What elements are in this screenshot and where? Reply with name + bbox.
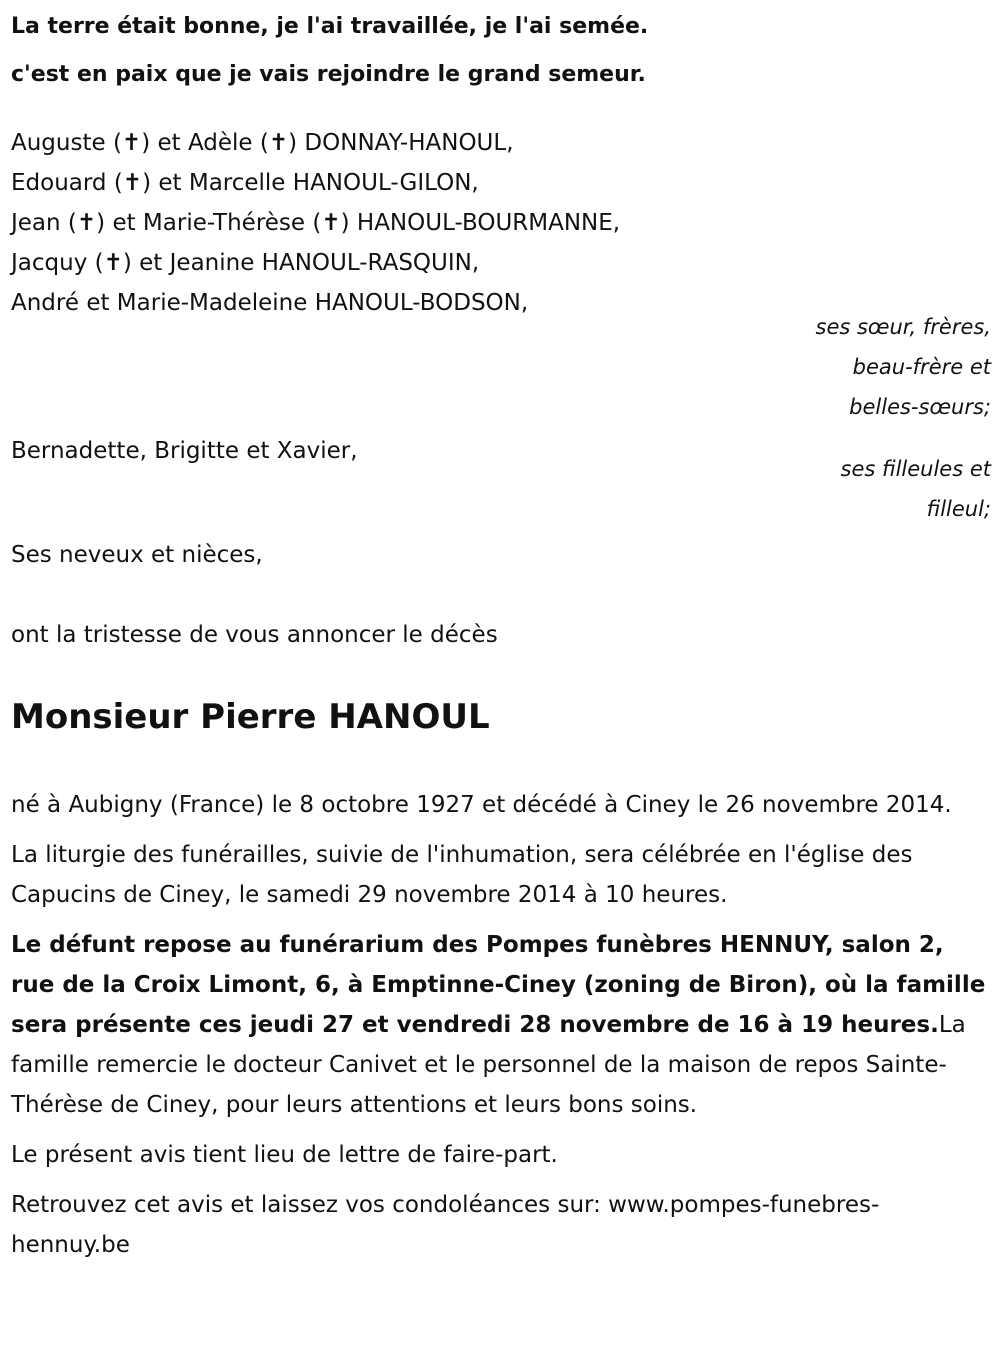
relation-siblings-line-2: beau-frère et xyxy=(852,355,991,379)
epigraph xyxy=(11,3,991,99)
liturgy-paragraph: La liturgie des funérailles, suivie de l'inhumation, sera célébrée en l'église des Capucins de Ciney, le samedi 29 novembre 2014 à 10 heures. xyxy=(11,842,913,908)
condolences-paragraph: Retrouvez cet avis et laissez vos condoléances sur: www.pompes-funebres-hennuy.be xyxy=(11,1192,880,1258)
epigraph-line-2: c'est en paix que je vais rejoindre le grand semeur. xyxy=(11,62,646,87)
relation-siblings xyxy=(11,307,991,427)
relation-siblings-line-1: ses sœur, frères, xyxy=(815,315,991,339)
family-line-5: André et Marie-Madeleine HANOUL-BODSON, xyxy=(11,290,529,316)
godchildren-names: Bernadette, Brigitte et Xavier, xyxy=(11,438,358,464)
obituary-page xyxy=(11,0,991,1275)
nephews-line: Ses neveux et nièces, xyxy=(11,542,263,568)
notice-paragraph: Le présent avis tient lieu de lettre de faire-part. xyxy=(11,1142,558,1168)
visitation-bold: Le défunt repose au funérarium des Pompes funèbres HENNUY, salon 2, rue de la Croix Limont, 6, à Emptinne-Ciney (zoning de Biron), où la famille sera présente ces jeudi 27 et vendredi 28 novembre de 16 à 19 heures. xyxy=(11,932,986,1038)
relation-godchildren xyxy=(691,449,991,529)
relation-godchildren-line-1: ses filleules et xyxy=(840,457,991,481)
details xyxy=(11,785,991,1265)
family-line-2: Edouard (✝) et Marcelle HANOUL-GILON, xyxy=(11,170,479,196)
family-list xyxy=(11,123,991,323)
deceased-name: Monsieur Pierre HANOUL xyxy=(11,697,490,737)
thanks-text: La famille remercie le docteur Canivet et le personnel de la maison de repos Sainte-Thérèse de Ciney, pour leurs attentions et leurs bons soins. xyxy=(11,1012,966,1118)
family-line-4: Jacquy (✝) et Jeanine HANOUL-RASQUIN, xyxy=(11,250,480,276)
birth-death-paragraph: né à Aubigny (France) le 8 octobre 1927 et décédé à Ciney le 26 novembre 2014. xyxy=(11,792,952,818)
visitation-paragraph xyxy=(11,925,991,1125)
announcement-line: ont la tristesse de vous annoncer le décès xyxy=(11,622,498,648)
family-line-3: Jean (✝) et Marie-Thérèse (✝) HANOUL-BOURMANNE, xyxy=(11,210,621,236)
family-line-1: Auguste (✝) et Adèle (✝) DONNAY-HANOUL, xyxy=(11,130,514,156)
godchildren-row xyxy=(11,427,991,527)
relation-godchildren-line-2: filleul; xyxy=(926,497,991,521)
epigraph-line-1: La terre était bonne, je l'ai travaillée, je l'ai semée. xyxy=(11,14,649,39)
relation-siblings-line-3: belles-sœurs; xyxy=(849,395,991,419)
